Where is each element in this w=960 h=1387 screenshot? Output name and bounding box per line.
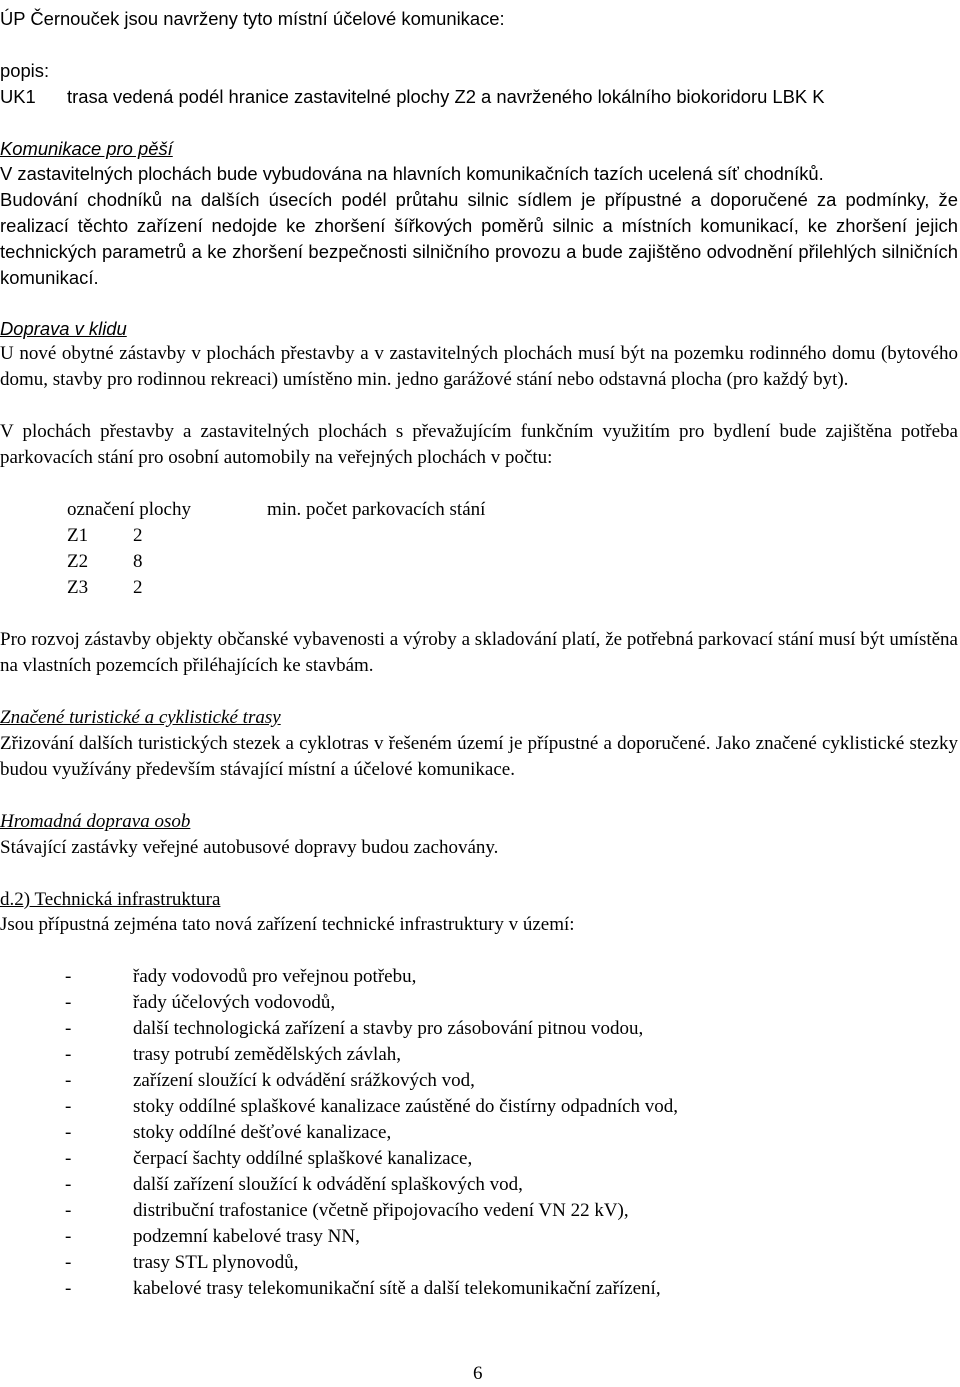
list-dash: - <box>65 966 72 987</box>
list-dash: - <box>65 1070 72 1091</box>
list-item-text: stoky oddílné dešťové kanalizace, <box>133 1122 392 1143</box>
list-item <box>0 1016 958 1042</box>
list-item-text: další zařízení sloužící k odvádění splaškových vod, <box>133 1174 523 1195</box>
list-item-text: řady účelových vodovodů, <box>133 992 336 1013</box>
parking-row-area: Z2 <box>67 551 89 572</box>
list-item <box>0 1094 958 1120</box>
list-dash: - <box>65 1278 72 1299</box>
list-dash: - <box>65 1096 72 1117</box>
cyklo-heading: Značené turistické a cyklistické trasy <box>0 707 281 728</box>
list-item-text: trasy STL plynovodů, <box>133 1252 299 1273</box>
list-item-text: další technologická zařízení a stavby pro zásobování pitnou vodou, <box>133 1018 644 1039</box>
list-dash: - <box>65 1122 72 1143</box>
list-item-text: zařízení sloužící k odvádění srážkových vod, <box>133 1070 475 1091</box>
list-item-text: trasy potrubí zemědělských závlah, <box>133 1044 402 1065</box>
uk1-text: trasa vedená podél hranice zastavitelné plochy Z2 a navrženého lokálního biokoridoru LBK K <box>67 86 825 107</box>
cyklo-paragraph: Zřizování dalších turistických stezek a cyklotras v řešeném území je přípustné a doporučené. Jako značené cyklistické stezky budou využívány především stávající místní a účelové komunikace. <box>0 733 958 780</box>
uk1-code: UK1 <box>0 86 36 107</box>
list-item <box>0 1120 958 1146</box>
list-dash: - <box>65 992 72 1013</box>
page-number: 6 <box>473 1363 483 1384</box>
list-item <box>0 990 958 1016</box>
list-item <box>0 1224 958 1250</box>
klid-paragraph-1: U nové obytné zástavby v plochách přestavby a v zastavitelných plochách musí být na pozemku rodinného domu (bytového domu, stavby pro rodinnou rekreaci) umístěno min. jedno garážové stání nebo odstavná plocha (pro každý byt). <box>0 343 958 390</box>
list-item-text: distribuční trafostanice (včetně připojovacího vedení VN 22 kV), <box>133 1200 629 1221</box>
rozvoj-paragraph: Pro rozvoj zástavby objekty občanské vybavenosti a výroby a skladování platí, že potřebná parkovací stání musí být umístěna na vlastních pozemcích přiléhajících ke stavbám. <box>0 629 958 676</box>
infra-heading: d.2) Technická infrastruktura <box>0 889 221 910</box>
parking-row-count: 2 <box>133 577 143 598</box>
popis-label: popis: <box>0 60 50 81</box>
list-dash: - <box>65 1226 72 1247</box>
list-item <box>0 1042 958 1068</box>
list-dash: - <box>65 1252 72 1273</box>
intro-line: ÚP Černouček jsou navrženy tyto místní účelové komunikace: <box>0 8 505 29</box>
list-item-text: kabelové trasy telekomunikační sítě a další telekomunikační zařízení, <box>133 1278 661 1299</box>
parking-col-area-header: označení plochy <box>67 499 191 520</box>
list-dash: - <box>65 1200 72 1221</box>
list-item <box>0 1146 958 1172</box>
list-item <box>0 1250 958 1276</box>
list-item-text: podzemní kabelové trasy NN, <box>133 1226 360 1247</box>
hromadna-paragraph: Stávající zastávky veřejné autobusové dopravy budou zachovány. <box>0 837 499 858</box>
hromadna-heading: Hromadná doprava osob <box>0 811 191 832</box>
pesi-line1: V zastavitelných plochách bude vybudována na hlavních komunikačních tazích ucelená síť chodníků. <box>0 163 824 184</box>
list-item-text: stoky oddílné splaškové kanalizace zaústěné do čistírny odpadních vod, <box>133 1096 679 1117</box>
list-dash: - <box>65 1174 72 1195</box>
parking-row-area: Z3 <box>67 577 89 598</box>
parking-row-area: Z1 <box>67 525 89 546</box>
list-item <box>0 1276 958 1302</box>
parking-row-count: 2 <box>133 525 143 546</box>
list-item-text: čerpací šachty oddílné splaškové kanalizace, <box>133 1148 473 1169</box>
list-item <box>0 1198 958 1224</box>
pesi-heading: Komunikace pro pěší <box>0 138 173 159</box>
parking-col-count-header: min. počet parkovacích stání <box>267 499 486 520</box>
klid-paragraph-2: V plochách přestavby a zastavitelných plochách s převažujícím funkčním využitím pro bydlení bude zajištěna potřeba parkovacích stání pro osobní automobily na veřejných plochách v počtu: <box>0 421 958 468</box>
parking-row-count: 8 <box>133 551 143 572</box>
list-item-text: řady vodovodů pro veřejnou potřebu, <box>133 966 417 987</box>
list-item <box>0 964 958 990</box>
list-item <box>0 1172 958 1198</box>
list-dash: - <box>65 1148 72 1169</box>
list-item <box>0 1068 958 1094</box>
list-dash: - <box>65 1044 72 1065</box>
list-dash: - <box>65 1018 72 1039</box>
klid-heading: Doprava v klidu <box>0 318 127 339</box>
pesi-paragraph: Budování chodníků na dalších úsecích podél průtahu silnic sídlem je přípustné a doporučené za podmínky, že realizací těchto zařízení nedojde ke zhoršení šířkových poměrů silnic a místních komunikací, ke zhoršení jejich technických parametrů a ke zhoršení bezpečnosti silničního provozu a bude zajištěno odvodnění přilehlých silničních komunikací. <box>0 189 958 288</box>
infra-intro: Jsou přípustná zejména tato nová zařízení technické infrastruktury v území: <box>0 914 575 935</box>
